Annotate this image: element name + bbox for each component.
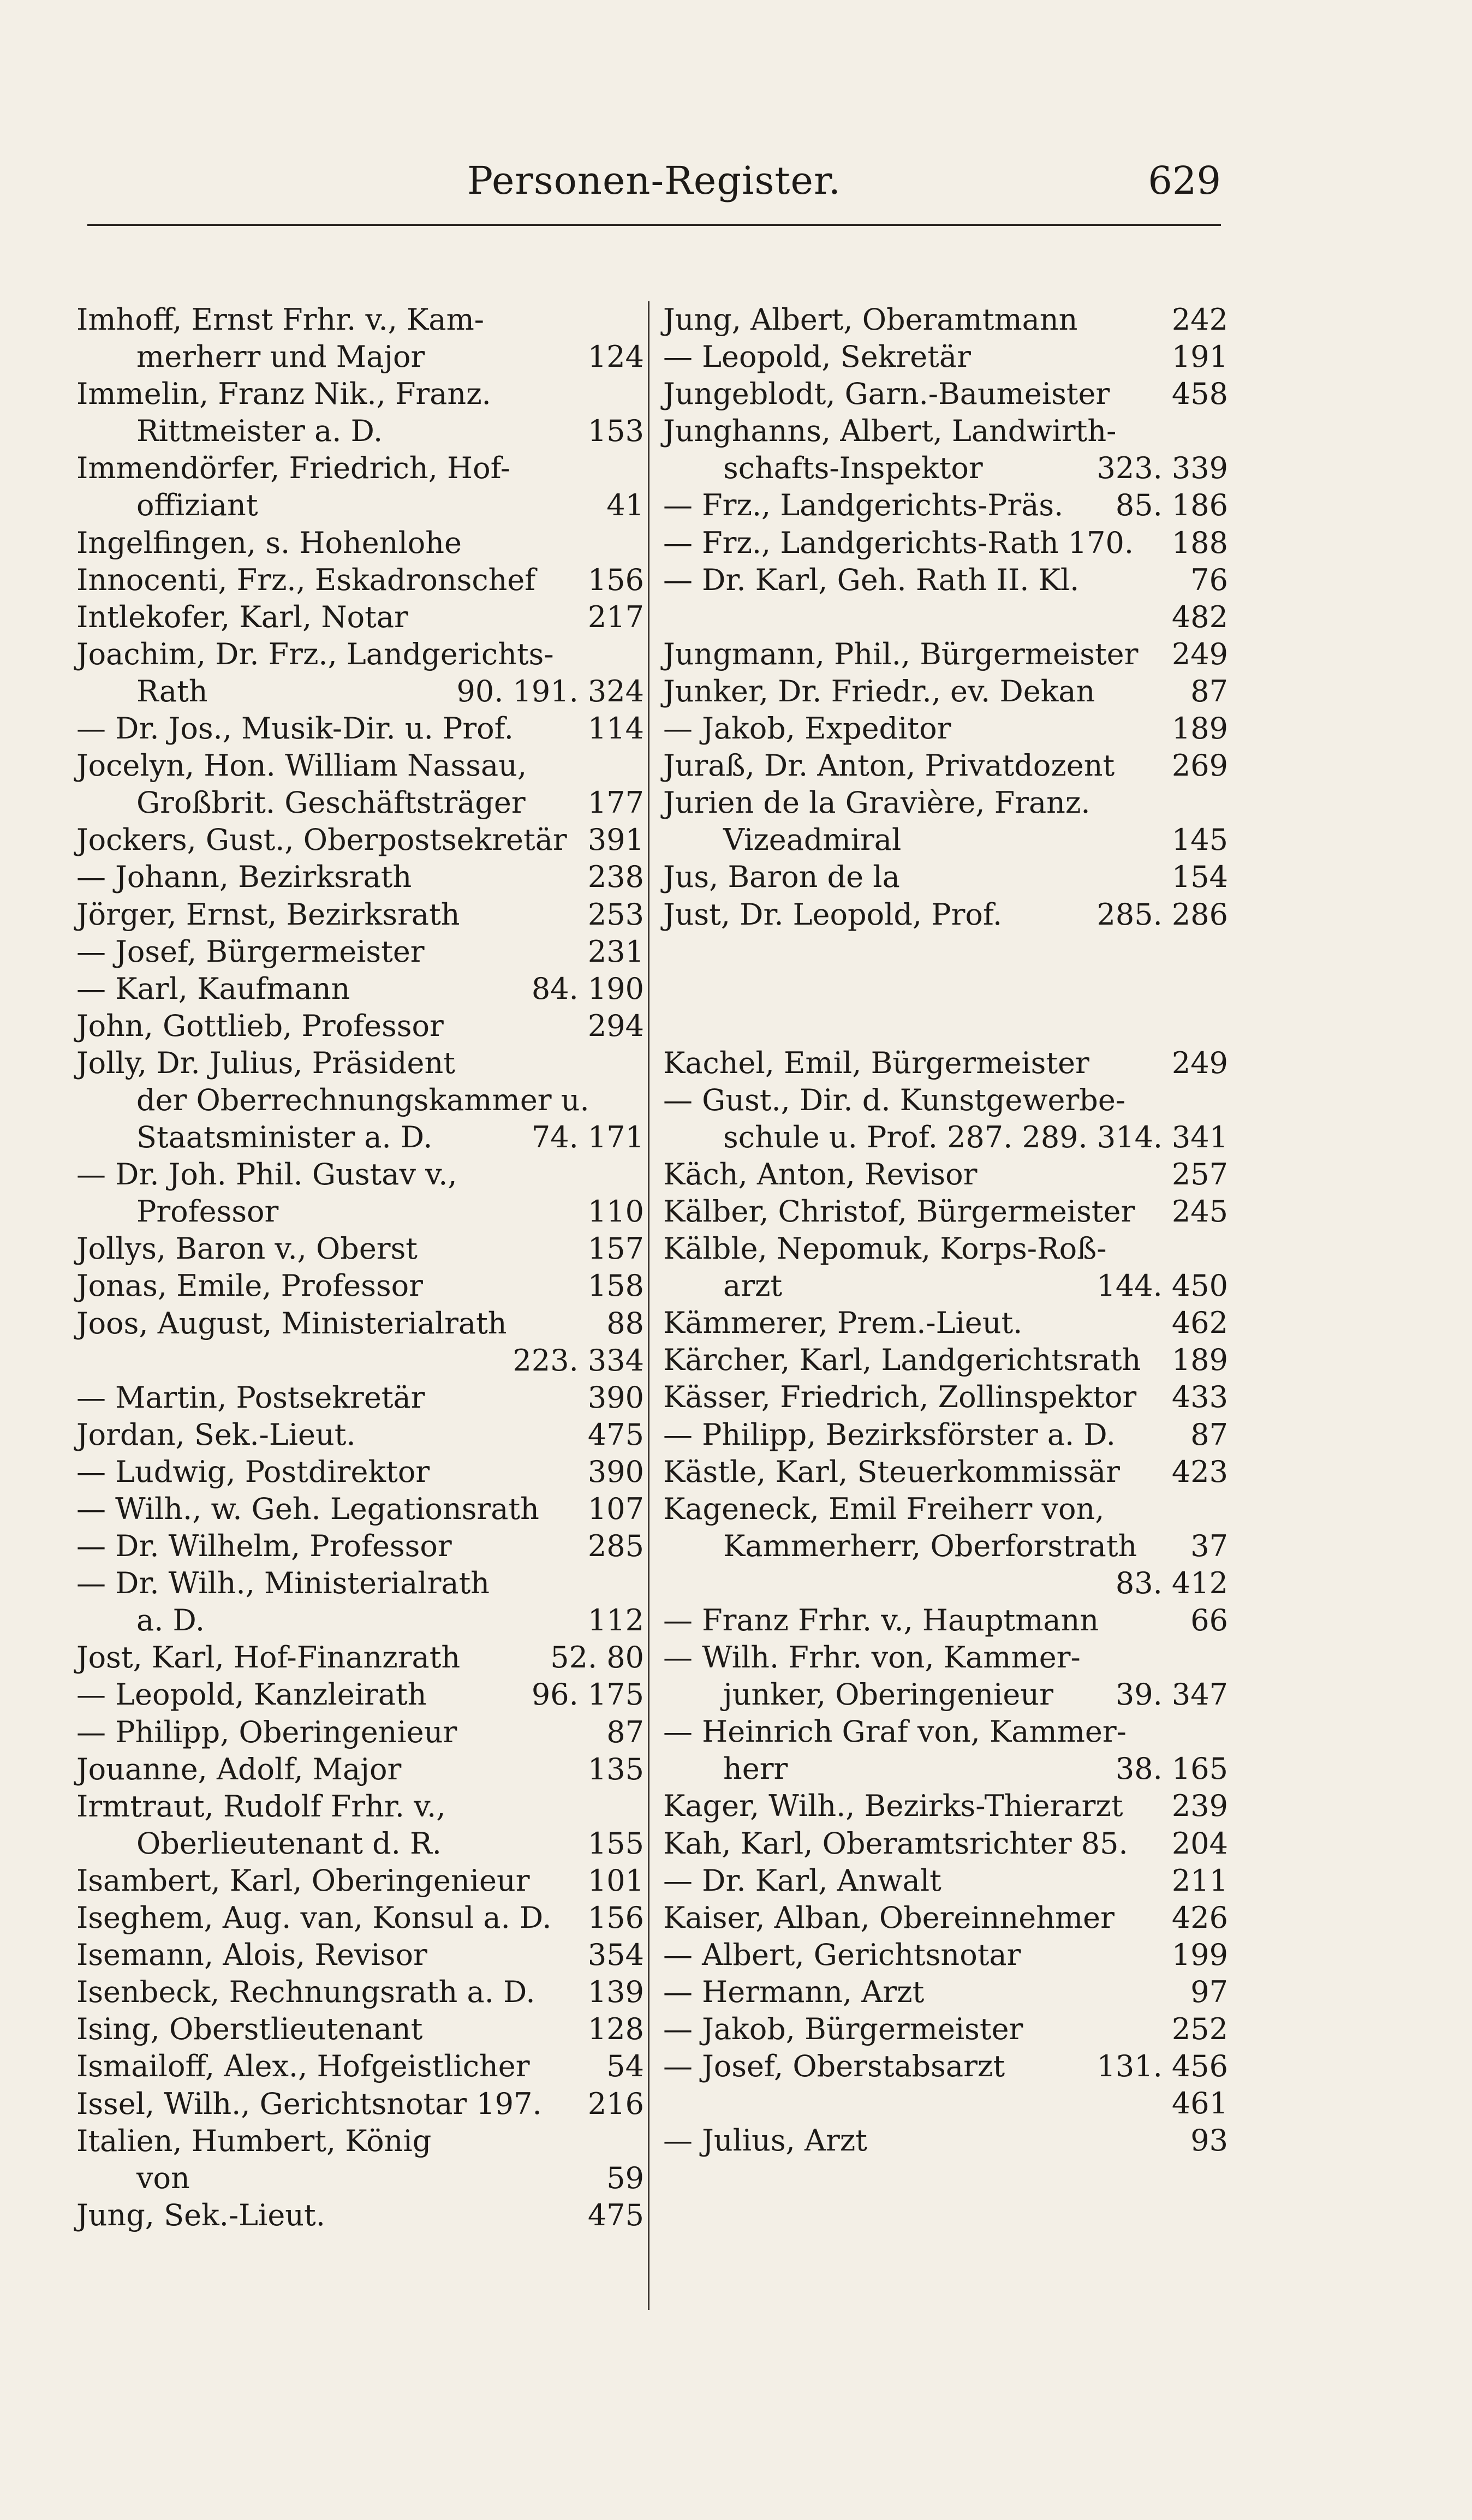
entry-text: Kämmerer, Prem.-Lieut. [663, 1306, 1023, 1341]
index-entry-continuation [76, 673, 644, 710]
entry-pages: 87 [1190, 674, 1228, 708]
entry-text: — Dr. Joh. Phil. Gustav v., [76, 1157, 457, 1192]
entry-text: Jus, Baron de la [663, 860, 900, 895]
index-entry [76, 2123, 644, 2160]
index-entry [76, 1974, 644, 2011]
index-entry-continuation [76, 1119, 644, 1156]
index-entry-continuation [76, 1602, 644, 1639]
entry-text: Kah, Karl, Oberamtsrichter 85. [663, 1826, 1128, 1861]
index-entry [663, 784, 1228, 821]
index-entry [76, 1305, 644, 1342]
entry-pages: 482 [1171, 599, 1228, 634]
index-entry [76, 970, 644, 1008]
index-entry-continuation [663, 821, 1228, 859]
entry-text: — Frz., Landgerichts-Rath 170. [663, 525, 1134, 560]
index-entry [76, 2048, 644, 2085]
entry-pages: 114 [587, 711, 644, 746]
entry-text: Kammerherr, Oberforstrath [723, 1528, 1137, 1563]
index-entry [76, 1565, 644, 1602]
entry-pages: 101 [587, 1863, 644, 1898]
entry-text: — Philipp, Bezirksförster a. D. [663, 1417, 1116, 1452]
index-entry [663, 1156, 1228, 1193]
entry-text: Isemann, Alois, Revisor [76, 1938, 427, 1973]
index-entry-continuation [76, 1193, 644, 1230]
index-entry-continuation [76, 338, 644, 376]
index-entry [663, 1230, 1228, 1267]
index-entry [663, 1193, 1228, 1230]
index-entry [76, 1528, 644, 1565]
entry-text: a. D. [136, 1603, 205, 1638]
entry-text: Juraß, Dr. Anton, Privatdozent [663, 748, 1115, 783]
index-entry [76, 933, 644, 970]
page-header [87, 158, 1221, 218]
entry-text: Jonas, Emile, Professor [76, 1268, 423, 1303]
entry-pages: 294 [587, 1008, 644, 1043]
entry-pages: 199 [1171, 1937, 1228, 1972]
entry-text: — Ludwig, Postdirektor [76, 1454, 430, 1489]
index-entry [76, 1491, 644, 1528]
entry-text: — Leopold, Kanzleirath [76, 1677, 427, 1712]
index-entry [663, 1899, 1228, 1937]
index-entry-continuation [663, 2085, 1228, 2122]
index-entry-continuation [76, 1082, 644, 1119]
entry-text: Jordan, Sek.-Lieut. [76, 1417, 356, 1452]
index-entry [663, 896, 1228, 933]
entry-text: offiziant [136, 488, 258, 523]
index-entry-continuation [76, 784, 644, 821]
entry-pages: 177 [587, 785, 644, 820]
entry-text: Rath [136, 674, 208, 708]
entry-text: Kälble, Nepomuk, Korps-Roß- [663, 1231, 1107, 1266]
entry-pages: 249 [1171, 636, 1228, 671]
entry-text: Italien, Humbert, König [76, 2123, 432, 2158]
entry-text: Joos, August, Ministerialrath [76, 1306, 507, 1341]
left-column [76, 301, 644, 2234]
index-entry [76, 1267, 644, 1304]
entry-pages: 39. 347 [1115, 1677, 1228, 1712]
entry-text: Kässer, Friedrich, Zollinspektor [663, 1380, 1137, 1415]
entry-text: — Dr. Wilhelm, Professor [76, 1529, 452, 1564]
index-entry-continuation [76, 413, 644, 450]
entry-text: Jollys, Baron v., Oberst [76, 1231, 418, 1266]
index-entry-continuation [663, 1528, 1228, 1565]
index-entry [76, 896, 644, 933]
index-entry [663, 1045, 1228, 1082]
entry-pages: 475 [587, 1417, 644, 1452]
entry-pages: 211 [1171, 1863, 1228, 1898]
entry-pages: 84. 190 [531, 971, 644, 1006]
entry-pages: 285 [587, 1529, 644, 1564]
index-entry [76, 1676, 644, 1713]
entry-text: Käch, Anton, Revisor [663, 1157, 978, 1192]
entry-pages: 391 [587, 823, 644, 857]
entry-pages: 156 [587, 1901, 644, 1935]
entry-text: Kaiser, Alban, Obereinnehmer [663, 1900, 1115, 1935]
entry-pages: 458 [1171, 377, 1228, 412]
entry-pages: 269 [1171, 748, 1228, 783]
index-entry [663, 525, 1228, 562]
entry-text: Jung, Sek.-Lieut. [76, 2197, 325, 2232]
entry-pages: 390 [587, 1380, 644, 1415]
index-entry-continuation [76, 1342, 644, 1379]
entry-pages: 37 [1190, 1528, 1228, 1563]
index-entry-continuation [663, 1750, 1228, 1788]
entry-pages: 204 [1171, 1826, 1228, 1861]
entry-text: — Philipp, Oberingenieur [76, 1714, 457, 1749]
index-entry [663, 1788, 1228, 1825]
section-gap [663, 933, 1228, 1045]
entry-text: — Heinrich Graf von, Kammer- [663, 1714, 1127, 1749]
entry-text: — Albert, Gerichtsnotar [663, 1937, 1021, 1972]
index-entry [663, 747, 1228, 784]
entry-pages: 135 [587, 1752, 644, 1786]
index-entry [76, 525, 644, 562]
entry-pages: 131. 456 [1096, 2049, 1228, 2084]
entry-pages: 155 [587, 1826, 644, 1861]
index-entry [663, 859, 1228, 896]
index-entry [663, 413, 1228, 450]
entry-pages: 239 [1171, 1789, 1228, 1824]
index-entry-continuation [76, 2160, 644, 2197]
index-entry [663, 1082, 1228, 1119]
page-number: 629 [1148, 158, 1221, 203]
entry-pages: 83. 412 [1115, 1565, 1228, 1600]
index-entry [76, 1899, 644, 1937]
index-entry [76, 1714, 644, 1751]
entry-text: John, Gottlieb, Professor [76, 1008, 444, 1043]
index-entry [76, 1379, 644, 1416]
entry-text: Immendörfer, Friedrich, Hof- [76, 451, 510, 486]
entry-text: Professor [136, 1194, 279, 1229]
entry-pages: 139 [587, 1975, 644, 2010]
index-entry [76, 636, 644, 673]
entry-text: — Dr. Wilh., Ministerialrath [76, 1566, 490, 1601]
entry-pages: 76 [1190, 562, 1228, 597]
entry-text: — Karl, Kaufmann [76, 971, 350, 1006]
right-column-j-entries [663, 301, 1228, 933]
index-entry [663, 301, 1228, 338]
entry-text: Großbrit. Geschäftsträger [136, 785, 526, 820]
entry-text: schule u. Prof. 287. 289. 314. [723, 1119, 1163, 1154]
entry-pages: 249 [1171, 1045, 1228, 1080]
entry-text: Jouanne, Adolf, Major [76, 1752, 402, 1786]
index-entry [76, 2086, 644, 2123]
entry-pages: 257 [1171, 1157, 1228, 1192]
entry-pages: 85. 186 [1115, 488, 1228, 523]
entry-text: Jockers, Gust., Oberpostsekretär [76, 823, 567, 857]
index-entry [663, 1713, 1228, 1750]
index-entry [663, 1453, 1228, 1491]
entry-text: — Martin, Postsekretär [76, 1380, 425, 1415]
entry-text: — Gust., Dir. d. Kunstgewerbe- [663, 1082, 1126, 1117]
index-entry [76, 1416, 644, 1453]
entry-pages: 189 [1171, 711, 1228, 746]
index-entry-continuation [663, 1565, 1228, 1602]
entry-text: Vizeadmiral [723, 823, 902, 857]
entry-pages: 285. 286 [1096, 897, 1228, 932]
entry-text: Jolly, Dr. Julius, Präsident [76, 1045, 455, 1080]
index-entry [76, 599, 644, 636]
index-entry [663, 1304, 1228, 1342]
index-entry [663, 710, 1228, 747]
entry-pages: 124 [587, 339, 644, 374]
entry-text: Oberlieutenant d. R. [136, 1826, 442, 1861]
entry-text: Kälber, Christof, Bürgermeister [663, 1194, 1135, 1229]
entry-pages: 145 [1171, 823, 1228, 857]
header-rule [87, 224, 1221, 226]
entry-text: Iseghem, Aug. van, Konsul a. D. [76, 1901, 552, 1935]
entry-text: — Dr. Jos., Musik-Dir. u. Prof. [76, 711, 514, 746]
entry-pages: 158 [587, 1268, 644, 1303]
entry-pages: 87 [1190, 1417, 1228, 1452]
entry-text: — Jakob, Bürgermeister [663, 2012, 1023, 2047]
page-title: Personen-Register. [467, 158, 841, 203]
entry-text: Kachel, Emil, Bürgermeister [663, 1045, 1089, 1080]
entry-text: Issel, Wilh., Gerichtsnotar 197. [76, 2086, 542, 2121]
index-entry [76, 376, 644, 413]
index-entry [76, 1453, 644, 1491]
entry-text: Jost, Karl, Hof-Finanzrath [76, 1640, 461, 1675]
entry-text: — Wilh., w. Geh. Legationsrath [76, 1492, 539, 1526]
entry-text: Joachim, Dr. Frz., Landgerichts- [76, 636, 554, 671]
index-entry [76, 1045, 644, 1082]
entry-text: Ingelfingen, s. Hohenlohe [76, 525, 462, 560]
entry-pages: 223. 334 [512, 1343, 644, 1378]
right-column-k-entries [663, 1045, 1228, 2160]
entry-text: Ismailoff, Alex., Hofgeistlicher [76, 2049, 530, 2084]
entry-text: von [136, 2160, 190, 2195]
entry-text: — Wilh. Frhr. von, Kammer- [663, 1640, 1081, 1675]
index-entry-continuation [663, 1676, 1228, 1713]
entry-text: Jurien de la Gravière, Franz. [663, 785, 1090, 820]
entry-text: — Josef, Oberstabsarzt [663, 2049, 1005, 2084]
entry-text: — Dr. Karl, Geh. Rath II. Kl. [663, 562, 1080, 597]
index-entry [76, 747, 644, 784]
index-entry [663, 1825, 1228, 1862]
entry-pages: 59 [606, 2160, 644, 2195]
index-entry [76, 1156, 644, 1193]
entry-text: Jocelyn, Hon. William Nassau, [76, 748, 527, 783]
right-column [663, 301, 1228, 2159]
entry-text: Intlekofer, Karl, Notar [76, 599, 408, 634]
entry-text: Kästle, Karl, Steuerkommissär [663, 1454, 1120, 1489]
index-entry [76, 301, 644, 338]
entry-text: junker, Oberingenieur [723, 1677, 1053, 1712]
entry-pages: 66 [1190, 1603, 1228, 1637]
entry-pages: 107 [587, 1492, 644, 1526]
entry-text: — Leopold, Sekretär [663, 339, 971, 374]
entry-pages: 217 [587, 599, 644, 634]
index-entry-continuation [663, 1267, 1228, 1304]
index-entry [663, 636, 1228, 673]
entry-text: schafts-Inspektor [723, 451, 983, 486]
entry-pages: 461 [1171, 2086, 1228, 2121]
index-entry-continuation [76, 1825, 644, 1862]
entry-text: — Johann, Bezirksrath [76, 860, 412, 895]
entry-text: Isenbeck, Rechnungsrath a. D. [76, 1975, 535, 2010]
index-entry-continuation [663, 1119, 1228, 1156]
index-entry [76, 859, 644, 896]
index-entry [663, 1937, 1228, 1974]
entry-pages: 153 [587, 414, 644, 449]
entry-text: Imhoff, Ernst Frhr. v., Kam- [76, 302, 485, 337]
entry-pages: 112 [587, 1603, 644, 1638]
entry-text: Just, Dr. Leopold, Prof. [663, 897, 1003, 932]
entry-pages: 97 [1190, 1974, 1228, 2009]
entry-text: Jung, Albert, Oberamtmann [663, 302, 1078, 337]
entry-text: Rittmeister a. D. [136, 414, 383, 449]
entry-text: herr [723, 1752, 788, 1786]
entry-pages: 52. 80 [550, 1640, 644, 1675]
entry-text: — Hermann, Arzt [663, 1974, 925, 2009]
entry-pages: 341 [1171, 1119, 1228, 1154]
entry-pages: 93 [1190, 2123, 1228, 2158]
index-entry [76, 710, 644, 747]
index-entry [663, 1862, 1228, 1899]
entry-text: Isambert, Karl, Oberingenieur [76, 1863, 530, 1898]
entry-text: — Dr. Karl, Anwalt [663, 1863, 941, 1898]
entry-text: Immelin, Franz Nik., Franz. [76, 377, 491, 412]
entry-text: der Oberrechnungskammer u. [136, 1082, 589, 1117]
index-entry [663, 1491, 1228, 1528]
entry-pages: 462 [1171, 1306, 1228, 1341]
entry-text: — Frz., Landgerichts-Präs. [663, 488, 1064, 523]
index-entry [76, 2197, 644, 2234]
entry-text: Ising, Oberstlieutenant [76, 2012, 423, 2047]
entry-text: merherr und Major [136, 339, 425, 374]
entry-text: Kager, Wilh., Bezirks-Thierarzt [663, 1789, 1123, 1824]
entry-text: Junghanns, Albert, Landwirth- [663, 414, 1117, 449]
entry-pages: 157 [587, 1231, 644, 1266]
index-entry [76, 1751, 644, 1788]
entry-text: Kageneck, Emil Freiherr von, [663, 1491, 1105, 1526]
entry-text: — Julius, Arzt [663, 2123, 867, 2158]
entry-pages: 216 [587, 2086, 644, 2121]
index-entry [76, 1639, 644, 1676]
index-entry [76, 562, 644, 599]
entry-pages: 390 [587, 1454, 644, 1489]
entry-pages: 423 [1171, 1454, 1228, 1489]
entry-text: Innocenti, Frz., Eskadronschef [76, 562, 536, 597]
entry-text: Staatsminister a. D. [136, 1120, 433, 1155]
entry-pages: 144. 450 [1096, 1268, 1228, 1303]
entry-text: Jungmann, Phil., Bürgermeister [663, 636, 1139, 671]
entry-text: — Josef, Bürgermeister [76, 934, 425, 969]
entry-pages: 426 [1171, 1900, 1228, 1935]
entry-pages: 252 [1171, 2012, 1228, 2047]
entry-text: arzt [723, 1268, 783, 1303]
index-entry [663, 673, 1228, 710]
index-entry-continuation [663, 450, 1228, 487]
index-entry [663, 1342, 1228, 1379]
entry-text: — Jakob, Expeditor [663, 711, 951, 746]
index-entry [663, 1416, 1228, 1453]
index-entry [663, 1602, 1228, 1639]
index-entry [663, 1379, 1228, 1416]
entry-pages: 74. 171 [531, 1120, 644, 1155]
index-entry [663, 2011, 1228, 2048]
entry-pages: 242 [1171, 302, 1228, 337]
entry-pages: 253 [587, 897, 644, 932]
entry-pages: 475 [587, 2197, 644, 2232]
index-entry [76, 1788, 644, 1825]
entry-pages: 323. 339 [1096, 451, 1228, 486]
entry-pages: 188 [1171, 525, 1228, 560]
index-entry [663, 1639, 1228, 1676]
column-divider [648, 301, 649, 2310]
entry-pages: 54 [606, 2049, 644, 2084]
entry-pages: 433 [1171, 1380, 1228, 1415]
index-entry-continuation [663, 599, 1228, 636]
entry-text: Irmtraut, Rudolf Frhr. v., [76, 1789, 446, 1824]
index-entry [76, 2011, 644, 2048]
index-entry [663, 1974, 1228, 2011]
entry-pages: 191 [1171, 339, 1228, 374]
entry-pages: 128 [587, 2012, 644, 2047]
index-entry [76, 1008, 644, 1045]
index-entry [663, 2122, 1228, 2159]
index-entry [76, 1230, 644, 1267]
entry-pages: 38. 165 [1115, 1752, 1228, 1786]
entry-pages: 156 [587, 562, 644, 597]
entry-pages: 96. 175 [531, 1677, 644, 1712]
entry-pages: 154 [1171, 860, 1228, 895]
entry-pages: 110 [587, 1194, 644, 1229]
index-entry [76, 1937, 644, 1974]
index-entry [76, 450, 644, 487]
index-entry [663, 376, 1228, 413]
index-entry [663, 487, 1228, 524]
entry-text: Kärcher, Karl, Landgerichtsrath [663, 1343, 1141, 1378]
index-entry [76, 821, 644, 859]
entry-pages: 231 [587, 934, 644, 969]
index-entry [663, 338, 1228, 376]
entry-pages: 189 [1171, 1343, 1228, 1378]
index-entry-continuation [76, 487, 644, 524]
index-entry [76, 1862, 644, 1899]
entry-pages: 88 [606, 1306, 644, 1341]
index-entry [663, 562, 1228, 599]
entry-text: Jungeblodt, Garn.-Baumeister [663, 377, 1110, 412]
entry-pages: 90. 191. 324 [456, 674, 644, 708]
entry-pages: 41 [606, 488, 644, 523]
entry-pages: 87 [606, 1714, 644, 1749]
entry-pages: 245 [1171, 1194, 1228, 1229]
entry-pages: 238 [587, 860, 644, 895]
entry-pages: 354 [587, 1938, 644, 1973]
index-entry [663, 2048, 1228, 2085]
entry-text: — Franz Frhr. v., Hauptmann [663, 1603, 1099, 1637]
entry-text: Junker, Dr. Friedr., ev. Dekan [663, 674, 1095, 708]
entry-text: Jörger, Ernst, Bezirksrath [76, 897, 460, 932]
